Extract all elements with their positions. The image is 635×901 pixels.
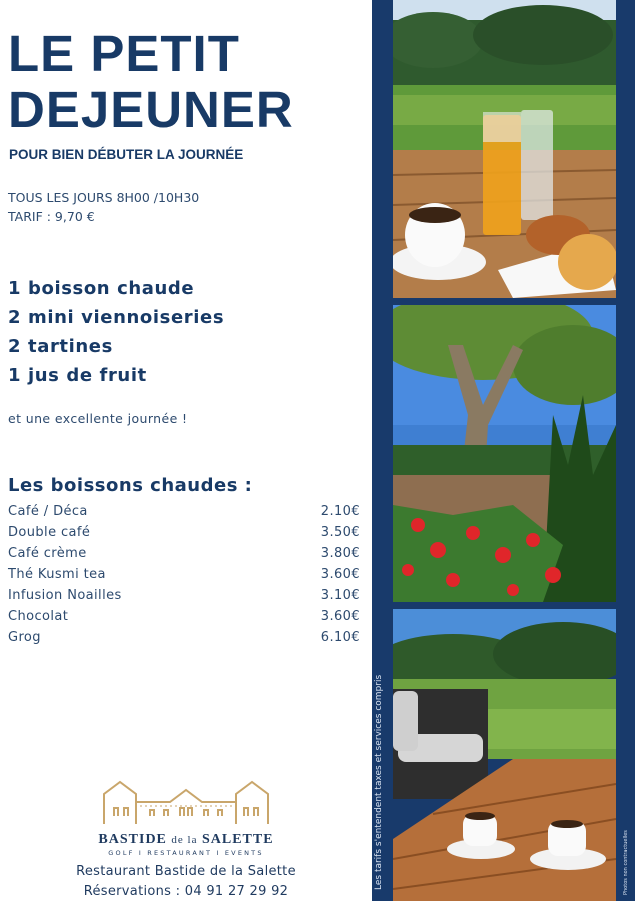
price-info: TARIF : 9,70 €: [8, 209, 95, 224]
offer-item: 1 jus de fruit: [8, 365, 147, 386]
breakfast-offer-list: [8, 274, 224, 390]
coffee-photo: [393, 609, 616, 901]
title-line-1: LE PETIT: [8, 25, 240, 82]
bastide-building-icon: [100, 776, 272, 826]
drinks-list: [8, 501, 360, 648]
reservation-phone[interactable]: Réservations : 04 91 27 29 92: [83, 884, 289, 899]
photos-note: Photos non contractuelles: [623, 830, 629, 895]
drink-name: Café / Déca: [8, 504, 88, 519]
drink-row: [8, 501, 360, 522]
drink-row: [8, 543, 360, 564]
drink-price: 2.10€: [320, 504, 360, 519]
opening-hours: TOUS LES JOURS 8H00 /10H30: [8, 190, 200, 205]
drink-row: [8, 606, 360, 627]
restaurant-name: Restaurant Bastide de la Salette: [76, 864, 296, 879]
opening-info: [8, 188, 199, 226]
page-title: [8, 26, 294, 138]
offer-item: 2 tartines: [8, 336, 113, 357]
drink-price: 3.10€: [320, 588, 360, 603]
title-line-2: DEJEUNER: [8, 81, 294, 138]
logo-tagline: GOLF I RESTAURANT I EVENTS: [108, 849, 264, 857]
drink-name: Infusion Noailles: [8, 588, 122, 603]
offer-item: 2 mini viennoiseries: [8, 307, 225, 328]
drink-row: [8, 564, 360, 585]
drink-price: 6.10€: [320, 630, 360, 645]
drink-row: [8, 522, 360, 543]
drink-name: Café crème: [8, 546, 87, 561]
drink-price: 3.60€: [320, 609, 360, 624]
drink-name: Thé Kusmi tea: [8, 567, 106, 582]
terrace-photo: [393, 305, 616, 602]
drinks-heading: Les boissons chaudes :: [8, 475, 253, 496]
restaurant-logo: [85, 776, 287, 857]
offer-item: 1 boisson chaude: [8, 278, 195, 299]
logo-name-part: BASTIDE: [98, 832, 172, 847]
drink-row: [8, 585, 360, 606]
subtitle: POUR BIEN DÉBUTER LA JOURNÉE: [9, 147, 244, 162]
drink-price: 3.50€: [320, 525, 360, 540]
drink-name: Grog: [8, 630, 41, 645]
drink-price: 3.60€: [320, 567, 360, 582]
drink-row: [8, 627, 360, 648]
taxes-note: Les tarifs s'entendent taxes et services compris: [374, 674, 384, 891]
drink-name: Double café: [8, 525, 91, 540]
logo-name: [85, 832, 287, 848]
drink-price: 3.80€: [320, 546, 360, 561]
wish-text: et une excellente journée !: [8, 411, 188, 426]
logo-name-part: SALETTE: [197, 832, 274, 847]
logo-name-part: de la: [171, 834, 198, 846]
drink-name: Chocolat: [8, 609, 69, 624]
breakfast-photo: [393, 0, 616, 298]
